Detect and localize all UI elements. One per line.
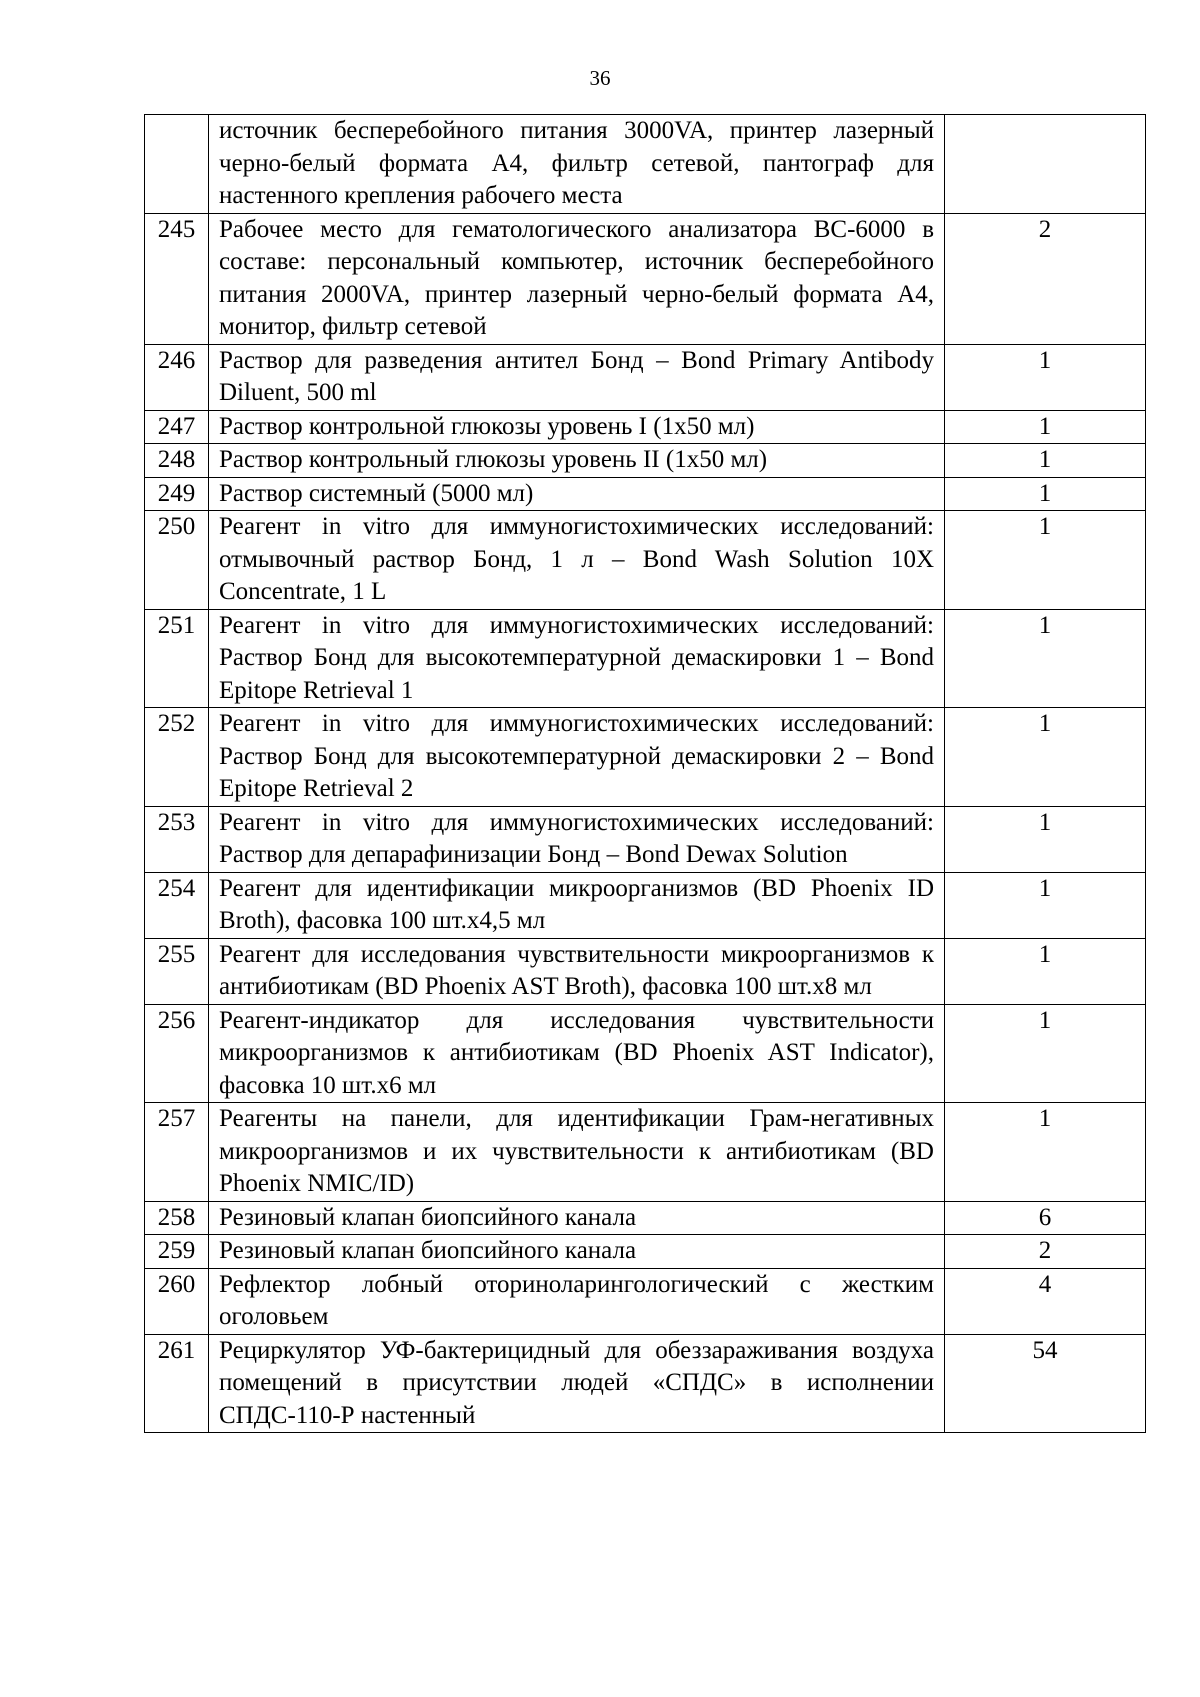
row-number: 253 (145, 806, 209, 872)
row-description: Раствор системный (5000 мл) (209, 477, 945, 511)
row-quantity: 6 (945, 1201, 1146, 1235)
table-row (145, 609, 1146, 708)
row-number: 256 (145, 1004, 209, 1103)
row-number: 246 (145, 344, 209, 410)
row-number: 255 (145, 938, 209, 1004)
row-number: 260 (145, 1268, 209, 1334)
row-description: Рециркулятор УФ-бактерицидный для обеззараживания воздуха помещений в присутствии людей «СПДС» в исполнении СПДС-110-Р настенный (209, 1334, 945, 1433)
row-quantity: 1 (945, 708, 1146, 807)
row-quantity: 2 (945, 1235, 1146, 1269)
row-quantity: 1 (945, 410, 1146, 444)
row-number: 249 (145, 477, 209, 511)
row-quantity: 1 (945, 1004, 1146, 1103)
row-number: 248 (145, 444, 209, 478)
table-row (145, 806, 1146, 872)
row-quantity: 54 (945, 1334, 1146, 1433)
row-number (145, 115, 209, 214)
table-row (145, 1235, 1146, 1269)
table-row (145, 1004, 1146, 1103)
row-quantity: 1 (945, 511, 1146, 610)
table-row (145, 1334, 1146, 1433)
row-description: Реагент in vitro для иммуногистохимических исследований: Раствор Бонд для высокотемпературной демаскировки 2 – Bond Epitope Retrieval 2 (209, 708, 945, 807)
row-description: Реагент-индикатор для исследования чувствительности микроорганизмов к антибиотикам (BD Phoenix AST Indicator), фасовка 10 шт.х6 мл (209, 1004, 945, 1103)
table-row (145, 410, 1146, 444)
row-quantity (945, 115, 1146, 214)
row-description: Реагент для идентификации микроорганизмов (BD Phoenix ID Broth), фасовка 100 шт.х4,5 мл (209, 872, 945, 938)
row-quantity: 1 (945, 444, 1146, 478)
table-row (145, 1268, 1146, 1334)
row-number: 257 (145, 1103, 209, 1202)
row-description: Реагент in vitro для иммуногистохимических исследований: Раствор для депарафинизации Бонд – Bond Dewax Solution (209, 806, 945, 872)
row-description: Реагент для исследования чувствительности микроорганизмов к антибиотикам (BD Phoenix AST Broth), фасовка 100 шт.х8 мл (209, 938, 945, 1004)
row-number: 258 (145, 1201, 209, 1235)
row-quantity: 1 (945, 609, 1146, 708)
row-quantity: 1 (945, 1103, 1146, 1202)
row-description: Раствор для разведения антител Бонд – Bond Primary Antibody Diluent, 500 ml (209, 344, 945, 410)
row-quantity: 1 (945, 477, 1146, 511)
items-table-body (145, 115, 1146, 1433)
table-row (145, 115, 1146, 214)
row-number: 259 (145, 1235, 209, 1269)
items-table (144, 114, 1146, 1433)
row-number: 247 (145, 410, 209, 444)
row-quantity: 1 (945, 938, 1146, 1004)
row-description: Раствор контрольной глюкозы уровень I (1x50 мл) (209, 410, 945, 444)
row-number: 252 (145, 708, 209, 807)
row-number: 254 (145, 872, 209, 938)
table-row (145, 511, 1146, 610)
row-description: источник бесперебойного питания 3000VA, принтер лазерный черно-белый формата А4, фильтр сетевой, пантограф для настенного крепления рабочего места (209, 115, 945, 214)
row-quantity: 2 (945, 213, 1146, 344)
row-description: Рефлектор лобный оториноларингологический с жестким оголовьем (209, 1268, 945, 1334)
page-number: 36 (589, 66, 611, 90)
row-quantity: 1 (945, 806, 1146, 872)
table-row (145, 213, 1146, 344)
table-row (145, 444, 1146, 478)
row-description: Реагент in vitro для иммуногистохимических исследований: отмывочный раствор Бонд, 1 л – Bond Wash Solution 10X Concentrate, 1 L (209, 511, 945, 610)
row-description: Реагенты на панели, для идентификации Грам-негативных микроорганизмов и их чувствительности к антибиотикам (BD Phoenix NMIC/ID) (209, 1103, 945, 1202)
row-number: 250 (145, 511, 209, 610)
row-number: 251 (145, 609, 209, 708)
row-description: Рабочее место для гематологического анализатора ВС-6000 в составе: персональный компьютер, источник бесперебойного питания 2000VA, принтер лазерный черно-белый формата А4, монитор, фильтр сетевой (209, 213, 945, 344)
table-row (145, 1103, 1146, 1202)
row-quantity: 4 (945, 1268, 1146, 1334)
row-description: Резиновый клапан биопсийного канала (209, 1201, 945, 1235)
row-number: 245 (145, 213, 209, 344)
table-row (145, 938, 1146, 1004)
table-row (145, 477, 1146, 511)
row-number: 261 (145, 1334, 209, 1433)
row-quantity: 1 (945, 344, 1146, 410)
table-row (145, 708, 1146, 807)
table-row (145, 872, 1146, 938)
table-row (145, 1201, 1146, 1235)
row-description: Резиновый клапан биопсийного канала (209, 1235, 945, 1269)
row-quantity: 1 (945, 872, 1146, 938)
row-description: Реагент in vitro для иммуногистохимических исследований: Раствор Бонд для высокотемпературной демаскировки 1 – Bond Epitope Retrieval 1 (209, 609, 945, 708)
table-row (145, 344, 1146, 410)
row-description: Раствор контрольный глюкозы уровень II (1x50 мл) (209, 444, 945, 478)
